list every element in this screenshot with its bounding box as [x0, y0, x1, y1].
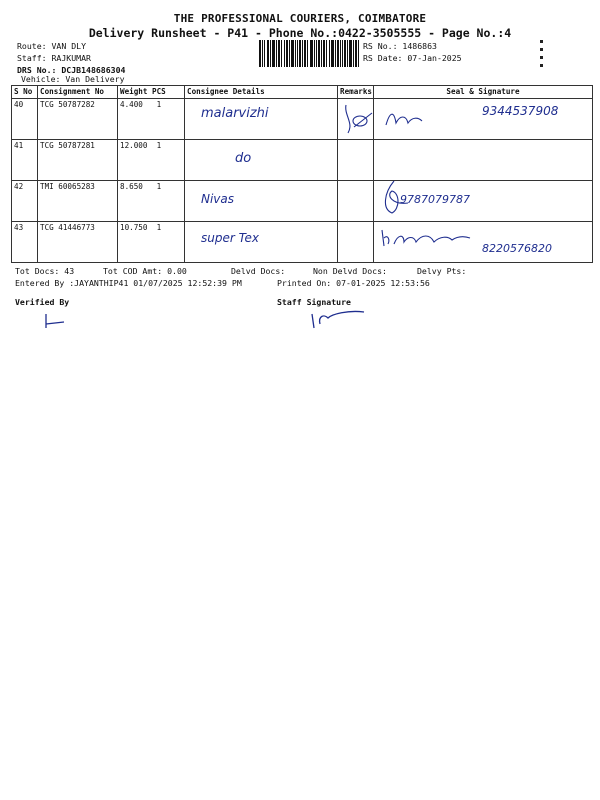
signature-scribble [342, 103, 432, 135]
tot-cod-amount: Tot COD Amt: 0.00 [103, 266, 187, 276]
runsheet-title: Delivery Runsheet - P41 - Phone No.:0422-3505555 - Page No.:4 [88, 26, 512, 40]
scan-mark [538, 40, 548, 68]
consignee-cell [185, 99, 338, 140]
sno-cell: 41 [12, 140, 38, 181]
seal-cell [374, 140, 593, 181]
company-title: THE PROFESSIONAL COURIERS, COIMBATORE [173, 12, 427, 25]
table-header-row [12, 86, 593, 99]
col-header-sno: S No [12, 86, 38, 99]
consignee-cell [185, 140, 338, 181]
consignee-cell [185, 181, 338, 222]
delvy-pts: Delvy Pts: [417, 266, 467, 276]
sno-cell: 43 [12, 222, 38, 263]
remarks-cell [338, 140, 374, 181]
consignment-cell: TCG 41446773 [38, 222, 118, 263]
signature-scribble [378, 226, 488, 250]
verified-by-label: Verified By [15, 297, 70, 307]
staff-signature-label: Staff Signature [277, 297, 351, 307]
seal-phone-handwriting: 9344537908 [482, 104, 559, 118]
consignee-handwriting: Nivas [201, 192, 235, 206]
printed-on: Printed On: 07-01-2025 12:53:56 [277, 278, 430, 288]
consignee-handwriting: super Tex [201, 231, 259, 245]
rs-number: RS No.: 1486863 [363, 41, 437, 51]
non-delvd-docs: Non Delvd Docs: [313, 266, 387, 276]
seal-phone-handwriting: 9787079787 [400, 193, 470, 206]
pcs-value: 1 [156, 141, 162, 150]
table-row [12, 99, 593, 140]
barcode-image [259, 40, 359, 67]
remarks-cell [338, 222, 374, 263]
col-header-seal-signature: Seal & Signature [374, 86, 593, 99]
drs-number: DRS No.: DCJB148686304 [17, 65, 126, 75]
sno-cell: 40 [12, 99, 38, 140]
seal-cell [374, 181, 593, 222]
consignment-cell: TMI 60065283 [38, 181, 118, 222]
col-header-remarks: Remarks [338, 86, 374, 99]
vehicle-label: Vehicle: Van Delivery [21, 74, 125, 84]
remarks-cell [338, 181, 374, 222]
consignment-cell: TCG 50787282 [38, 99, 118, 140]
pcs-value: 1 [156, 223, 162, 232]
table-row [12, 140, 593, 181]
pcs-value: 1 [156, 100, 162, 109]
weight-value: 4.400 [120, 100, 143, 109]
seal-phone-handwriting: 8220576820 [482, 242, 552, 255]
weight-pcs-cell [118, 181, 185, 222]
route-label: Route: VAN DLY [17, 41, 87, 51]
col-header-weight-pcs: Weight PCS [118, 86, 185, 99]
delvd-docs: Delvd Docs: [231, 266, 286, 276]
col-header-consignee: Consignee Details [185, 86, 338, 99]
pcs-value: 1 [156, 182, 162, 191]
seal-cell [374, 99, 593, 140]
table-row [12, 181, 593, 222]
table-row [12, 222, 593, 263]
runsheet-table [11, 85, 593, 263]
sno-cell: 42 [12, 181, 38, 222]
tot-docs: Tot Docs: 43 [15, 266, 75, 276]
col-header-consignment: Consignment No [38, 86, 118, 99]
consignee-handwriting: malarvizhi [201, 106, 269, 121]
weight-pcs-cell [118, 140, 185, 181]
weight-value: 8.650 [120, 182, 143, 191]
rs-date: RS Date: 07-Jan-2025 [363, 53, 462, 63]
consignee-handwriting: do [235, 151, 252, 166]
entered-by: Entered By :JAYANTHIP41 01/07/2025 12:52:39 PM [15, 278, 242, 288]
staff-label: Staff: RAJKUMAR [17, 53, 91, 63]
consignee-cell [185, 222, 338, 263]
verified-signature [42, 312, 72, 332]
weight-value: 12.000 [120, 141, 148, 150]
weight-pcs-cell [118, 99, 185, 140]
consignment-cell: TCG 50787281 [38, 140, 118, 181]
staff-signature-scribble [308, 306, 368, 330]
weight-value: 10.750 [120, 223, 148, 232]
seal-cell [374, 222, 593, 263]
weight-pcs-cell [118, 222, 185, 263]
